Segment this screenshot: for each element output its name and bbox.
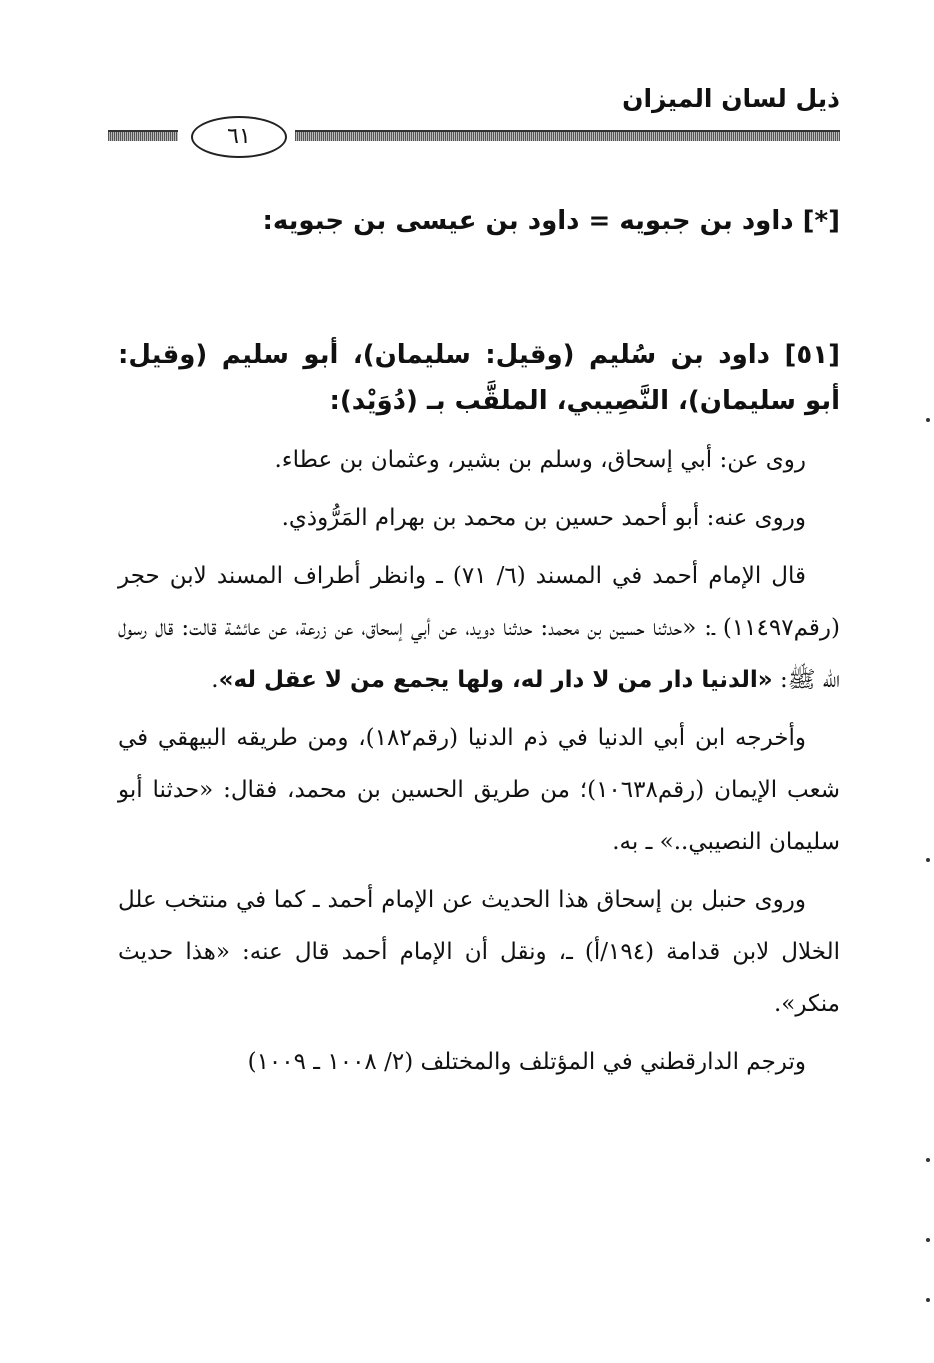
margin-mark: [926, 418, 930, 422]
header-rule-right: [295, 130, 840, 141]
hanbal-paragraph: وروى حنبل بن إسحاق هذا الحديث عن الإمام أحمد ـ كما في منتخب علل الخلال لابن قدامة (١٩٤/أ) ـ، ونقل أن الإمام أحمد قال عنه: «هذا حديث منكر».: [118, 887, 840, 1017]
takhrij-paragraph: وأخرجه ابن أبي الدنيا في ذم الدنيا (رقم١٨٢)، ومن طريقه البيهقي في شعب الإيمان (رقم١٠٦٣٨)؛ من طريق الحسين بن محمد، فقال: «حدثنا أبو سليمان النصيبي..» ـ به.: [118, 725, 841, 855]
entry-heading: [٥١] داود بن سُليم (وقيل: سليمان)، أبو سليم (وقيل: أبو سليمان)، النَّصِيبي، الملقَّب بـ (دُوَيْد):: [118, 340, 840, 416]
page-body: [118, 198, 840, 1088]
header-rule-left: [108, 130, 178, 141]
hadith-end-text: .: [211, 667, 219, 693]
daraqutni-paragraph: وترجم الدارقطني في المؤتلف والمختلف (٢/ ١٠٠٨ ـ ١٠٠٩): [247, 1049, 806, 1075]
page-header: [108, 78, 840, 168]
hadith-text: «الدنيا دار من لا دار له، ولها يجمع من لا عقل له»: [218, 667, 773, 693]
narrated-from-paragraph: روى عن: أبي إسحاق، وسلم بن بشير، وعثمان بن عطاء.: [274, 447, 806, 473]
margin-mark: [926, 858, 930, 862]
margin-mark: [926, 1238, 930, 1242]
page-number: ٦١: [191, 116, 287, 158]
margin-mark: [926, 1158, 930, 1162]
hadith-paragraph: [118, 550, 840, 706]
margin-mark: [926, 1298, 930, 1302]
hadith-intro-text: قال الإمام أحمد في المسند (٦/ ٧١) ـ وانظر أطراف المسند لابن حجر (رقم١١٤٩٧) ـ: «حدثنا حسين بن محمد: حدثنا دويد، عن أبي إسحاق، عن زرعة، عن عائشة قالت: قال رسول الله ﷺ:: [118, 563, 840, 693]
cross-reference-heading: [*] داود بن جبويه = داود بن عيسى بن جبويه:: [262, 206, 840, 236]
narrated-by-paragraph: وروى عنه: أبو أحمد حسين بن محمد بن بهرام المَرُّوذي.: [281, 505, 806, 531]
running-title: ذيل لسان الميزان: [622, 84, 840, 113]
